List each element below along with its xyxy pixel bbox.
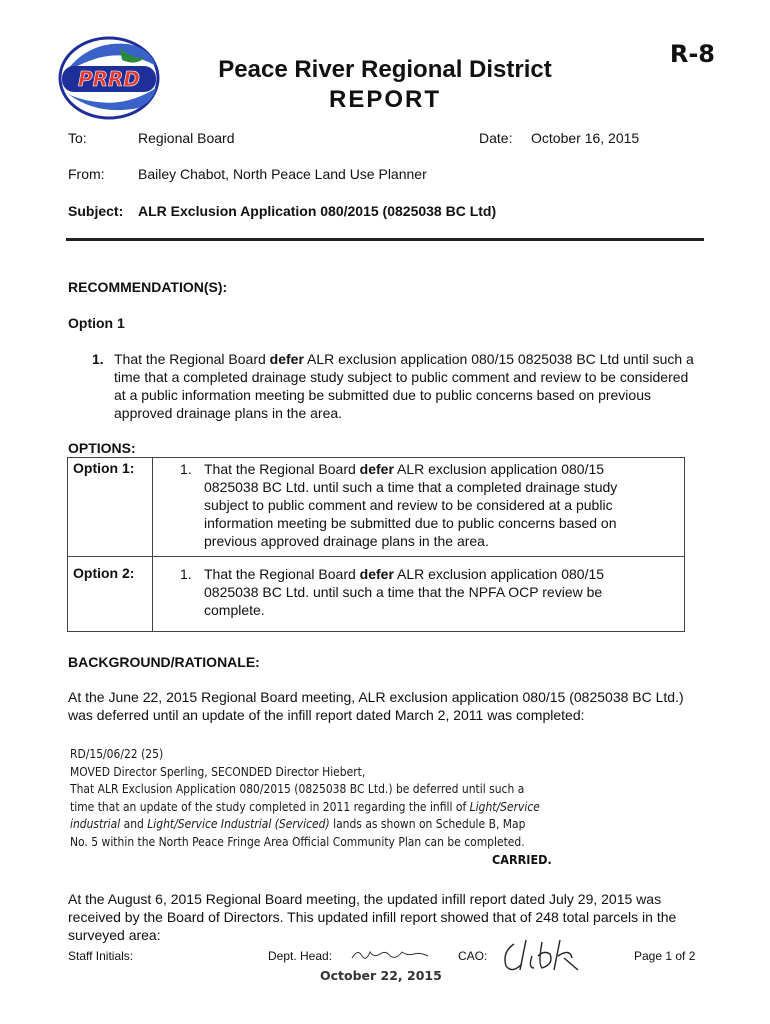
- options-heading: OPTIONS:: [68, 440, 136, 456]
- option-1-heading: Option 1: [68, 315, 125, 331]
- background-paragraph-1: At the June 22, 2015 Regional Board meeting, ALR exclusion application 080/15 (0825038 BC Ltd.) was deferred until an update of the infill report dated March 2, 2011 was completed:: [68, 689, 684, 723]
- background-heading: BACKGROUND/RATIONALE:: [68, 654, 260, 670]
- cao-signature: [498, 934, 588, 978]
- option-1-text: 1. That the Regional Board defer ALR exclusion application 080/15 0825038 BC Ltd. until such a time that a completed drainage study subject to public comment and review to be considered at a public information meeting be submitted due to public concerns based on previous approved drainage plans in the area.: [180, 461, 618, 549]
- svg-text:PRRD: PRRD: [77, 67, 141, 91]
- date-value: October 16, 2015: [531, 130, 640, 146]
- from-label: From:: [68, 166, 105, 182]
- motion-excerpt: RD/15/06/22 (25) MOVED Director Sperling, SECONDED Director Hiebert, That ALR Exclusion Application 080/2015 (0825038 BC Ltd.) be deferred until such a time that an update of the study completed in 2011 regarding the infill of Light/Service industrial and Light/Service Industrial (Serviced) lands as shown on Schedule B, Map No. 5 within the North Peace Fringe Area Official Community Plan can be completed.: [70, 746, 540, 849]
- page-number: Page 1 of 2: [634, 949, 696, 963]
- option-2-text: 1. That the Regional Board defer ALR exclusion application 080/15 0825038 BC Ltd. until such a time that the NPFA OCP review be complete.: [180, 566, 605, 618]
- option-2-label: Option 2:: [73, 565, 135, 581]
- recommendation-item: [68, 350, 698, 422]
- subject-label: Subject:: [68, 203, 124, 219]
- staff-initials-label: Staff Initials:: [68, 949, 134, 963]
- recommendations-heading: RECOMMENDATION(S):: [68, 279, 228, 295]
- agenda-reference: R-8: [669, 40, 715, 68]
- background-paragraph-2: At the August 6, 2015 Regional Board meeting, the updated infill report dated July 29, 2015 was received by the Board of Directors. This updated infill report showed that of 248 total parcels in the surveyed area:: [68, 891, 677, 943]
- date-label: Date:: [479, 130, 513, 146]
- subject-value: ALR Exclusion Application 080/2015 (0825038 BC Ltd): [138, 203, 497, 219]
- motion-result: CARRIED.: [492, 852, 552, 867]
- to-label: To:: [68, 130, 87, 146]
- prrd-logo: [58, 36, 160, 120]
- header-divider: [66, 238, 704, 241]
- dept-head-signature: [350, 944, 430, 964]
- table-divider: [68, 556, 684, 557]
- document-type: REPORT: [328, 86, 441, 113]
- item-text: That the Regional Board defer ALR exclusion application 080/15 0825038 BC Ltd until such a time that a completed drainage study subject to public comment and review to be considered at a public information meeting be submitted due to public concerns based on previous approved drainage plans in the area.: [114, 351, 694, 421]
- option-1-label: Option 1:: [73, 460, 135, 476]
- date-stamp: October 22, 2015: [320, 968, 442, 983]
- options-table: [67, 457, 685, 632]
- dept-head-label: Dept. Head:: [268, 949, 333, 963]
- to-value: Regional Board: [138, 130, 235, 146]
- org-title: Peace River Regional District: [218, 56, 552, 83]
- cao-label: CAO:: [458, 949, 488, 963]
- from-value: Bailey Chabot, North Peace Land Use Planner: [138, 166, 427, 182]
- item-number: 1.: [92, 351, 104, 367]
- table-divider: [152, 458, 153, 631]
